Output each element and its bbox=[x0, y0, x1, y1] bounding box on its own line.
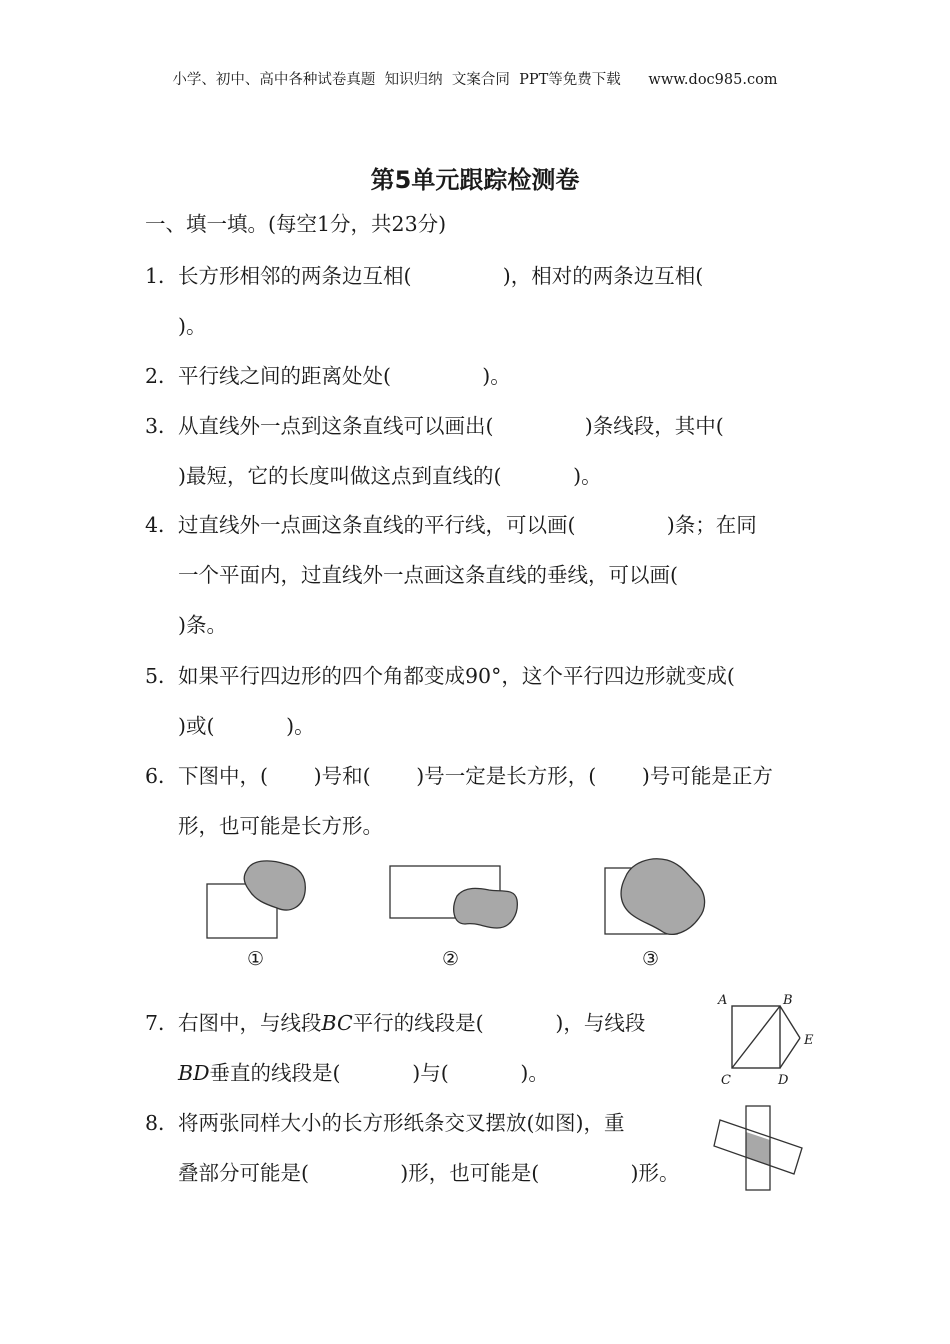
question-3-number: 3． bbox=[145, 414, 179, 438]
figure-7-diagram bbox=[712, 990, 822, 1090]
question-8-number: 8． bbox=[145, 1111, 179, 1135]
shape-3 bbox=[605, 859, 705, 935]
question-7-text-c: 垂直的线段是( )与( )。 bbox=[209, 1061, 549, 1085]
label-b: B bbox=[783, 993, 793, 1008]
question-5-line-2: )或( )。 bbox=[178, 714, 315, 738]
question-4-number: 4． bbox=[145, 513, 179, 537]
question-4-line-3: )条。 bbox=[178, 613, 227, 637]
figure-6-shapes bbox=[195, 852, 725, 952]
question-1-line-2: )。 bbox=[178, 314, 207, 338]
segment-bd: BD bbox=[178, 1061, 210, 1085]
question-3-line-2: )最短，它的长度叫做这点到直线的( )。 bbox=[178, 464, 602, 488]
figure-8-crossed-strips bbox=[710, 1104, 810, 1194]
page-header: 小学、初中、高中各种试卷真题 知识归纳 文案合同 PPT等免费下载 www.doc985.com bbox=[172, 72, 778, 88]
label-d: D bbox=[778, 1073, 789, 1088]
question-7-line-2 bbox=[178, 1059, 549, 1087]
question-8-line-2: 叠部分可能是( )形，也可能是( )形。 bbox=[178, 1161, 680, 1185]
label-a: A bbox=[718, 993, 728, 1008]
section-heading: 一、填一填。(每空1分，共23分) bbox=[145, 212, 447, 236]
question-5-number: 5． bbox=[145, 664, 179, 688]
caption-3: ③ bbox=[642, 948, 660, 970]
question-8-line-1: 将两张同样大小的长方形纸条交叉摆放(如图)，重 bbox=[178, 1111, 625, 1135]
question-7-number: 7． bbox=[145, 1011, 179, 1035]
question-2-line-1: 平行线之间的距离处处( )。 bbox=[178, 364, 511, 388]
page-title: 第5单元跟踪检测卷 bbox=[370, 166, 580, 194]
question-7-text-a: 右图中，与线段 bbox=[178, 1011, 322, 1035]
question-7-line-1 bbox=[178, 1009, 645, 1037]
question-5-line-1: 如果平行四边形的四个角都变成90°，这个平行四边形就变成( bbox=[178, 664, 735, 688]
question-3-line-1: 从直线外一点到这条直线可以画出( )条线段，其中( bbox=[178, 414, 724, 438]
question-7-text-b: 平行的线段是( )，与线段 bbox=[352, 1011, 646, 1035]
shape-2 bbox=[390, 866, 517, 928]
question-6-line-1: 下图中，( )号和( )号一定是长方形，( )号可能是正方 bbox=[178, 764, 773, 788]
label-e: E bbox=[804, 1033, 814, 1048]
question-6-number: 6． bbox=[145, 764, 179, 788]
label-c: C bbox=[721, 1073, 731, 1088]
question-1-number: 1． bbox=[145, 264, 179, 288]
caption-2: ② bbox=[442, 948, 460, 970]
question-1-line-1: 长方形相邻的两条边互相( )，相对的两条边互相( bbox=[178, 264, 704, 288]
question-4-line-1: 过直线外一点画这条直线的平行线，可以画( )条；在同 bbox=[178, 513, 757, 537]
question-4-line-2: 一个平面内，过直线外一点画这条直线的垂线，可以画( bbox=[178, 563, 678, 587]
caption-1: ① bbox=[247, 948, 265, 970]
segment-bc: BC bbox=[321, 1011, 353, 1035]
shape-1 bbox=[207, 861, 305, 938]
question-2-number: 2． bbox=[145, 364, 179, 388]
question-6-line-2: 形，也可能是长方形。 bbox=[178, 814, 383, 838]
